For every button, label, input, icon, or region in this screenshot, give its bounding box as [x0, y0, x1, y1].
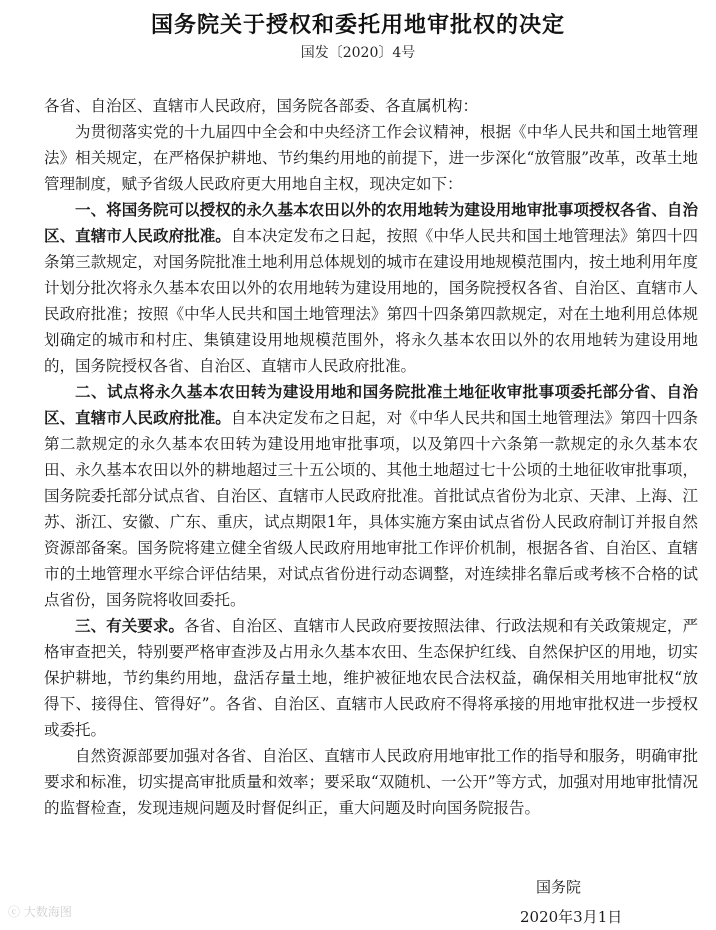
intro-paragraph: 为贯彻落实党的十九届四中全会和中央经济工作会议精神，根据《中华人民共和国土地管理法》相关规定，在严格保护耕地、节约集约用地的前提下，进一步深化“放管服”改革，改革土地管理制度，赋予省级人民政府更大用地自主权，现决定如下： [44, 123, 698, 193]
closing-paragraph: 自然资源部要加强对各省、自治区、直辖市人民政府用地审批工作的指导和服务，明确审批要求和标准，切实提高审批质量和效率；要采取“双随机、一公开”等方式，加强对用地审批情况的监督检查，发现违规问题及时督促纠正，重大问题及时向国务院报告。 [44, 747, 698, 817]
section-2-paragraph [44, 379, 698, 613]
salutation: 各省、自治区、直辖市人民政府，国务院各部委、各直属机构： [44, 97, 479, 115]
section-1-text: 自本决定发布之日起，按照《中华人民共和国土地管理法》第四十四条第三款规定，对国务院批准土地利用总体规划的城市在建设用地规模范围内，按土地利用年度计划分批次将永久基本农田以外的农用地转为建设用地的，国务院授权各省、自治区、直辖市人民政府批准；按照《中华人民共和国土地管理法》第四十四条第四款规定，对在土地利用总体规划确定的城市和村庄、集镇建设用地规模范围外，将永久基本农田以外的农用地转为建设用地的，国务院授权各省、自治区、直辖市人民政府批准。 [44, 227, 698, 375]
document-body [44, 93, 698, 821]
watermark-text: 大数海图 [23, 905, 72, 919]
section-3-text: 各省、自治区、直辖市人民政府要按照法律、行政法规和有关政策规定，严格审查把关，特别要严格审查涉及占用永久基本农田、生态保护红线、自然保护区的用地，切实保护耕地，节约集约用地，盘活存量土地，维护被征地农民合法权益，确保相关用地审批权“放得下、接得住、管得好”。各省、自治区、直辖市人民政府不得将承接的用地审批权进一步授权或委托。 [44, 617, 698, 739]
section-3-heading: 三、有关要求。 [75, 616, 185, 635]
watermark [8, 903, 72, 920]
section-1-paragraph [44, 197, 698, 379]
section-2-heading: 二、试点将永久基本农田转为建设用地和国务院批准土地征收审批事项委托部分省、自治区、直辖市人民政府批准。 [44, 382, 698, 427]
section-2-text: 自本决定发布之日起，对《中华人民共和国土地管理法》第四十四条第二款规定的永久基本农田转为建设用地审批事项，以及第四十六条第一款规定的永久基本农田、永久基本农田以外的耕地超过三十五公顷的、其他土地超过七十公顷的土地征收审批事项，国务院委托部分试点省、自治区、直辖市人民政府批准。首批试点省份为北京、天津、上海、江苏、浙江、安徽、广东、重庆，试点期限1年，具体实施方案由试点省份人民政府制订并报自然资源部备案。国务院将建立健全省级人民政府用地审批工作评价机制，根据各省、自治区、直辖市的土地管理水平综合评估结果，对试点省份进行动态调整，对连续排名靠后或考核不合格的试点省份，国务院将收回委托。 [44, 409, 698, 609]
watermark-icon: ⓒ [8, 905, 21, 919]
document-title: 国务院关于授权和委托用地审批权的决定 [150, 12, 565, 38]
issue-date: 2020年3月1日 [520, 908, 623, 926]
document-number: 国发〔2020〕4号 [300, 45, 416, 61]
section-3-paragraph [44, 613, 698, 743]
issuer-signature: 国务院 [536, 878, 582, 896]
section-1-heading: 一、将国务院可以授权的永久基本农田以外的农用地转为建设用地审批事项授权各省、自治区、直辖市人民政府批准。 [44, 200, 698, 245]
